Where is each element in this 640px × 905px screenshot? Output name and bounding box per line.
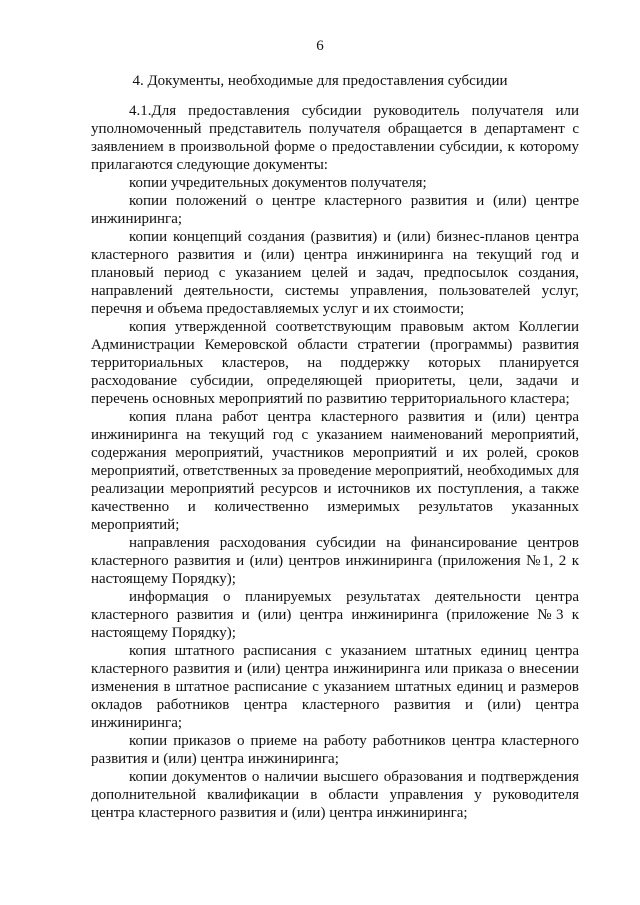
list-item-cluster-strategy: копия утвержденной соответствующим правовым актом Коллегии Администрации Кемеровской области стратегии (программы) развития территориальных кластеров, на поддержку которых планируется расходование субсидии, определяющей приоритеты, цели, задачи и перечень основных мероприятий по развитию территориального кластера; bbox=[91, 319, 579, 407]
list-item-founding-documents: копии учредительных документов получателя; bbox=[129, 175, 427, 191]
list-item-center-regulations: копии положений о центре кластерного развития и (или) центре инжиниринга; bbox=[91, 193, 579, 227]
list-item-education-documents: копии документов о наличии высшего образования и подтверждения дополнительной квалификации в области управления у руководителя центра кластерного развития и (или) центра инжиниринга; bbox=[91, 769, 579, 821]
document-body bbox=[91, 102, 579, 822]
list-item-planned-results: информация о планируемых результатах деятельности центра кластерного развития и (или) центра инжиниринга (приложение №3 к настоящему Порядку); bbox=[91, 589, 579, 641]
list-item-subsidy-directions: направления расходования субсидии на финансирование центров кластерного развития и (или) центров инжиниринга (приложения №1, 2 к настоящему Порядку); bbox=[91, 535, 579, 587]
list-item-work-plan: копия плана работ центра кластерного развития и (или) центра инжиниринга на текущий год с указанием наименований мероприятий, содержания мероприятий, участников мероприятий и их ролей, сроков мероприятий, ответственных за проведение мероприятий, необходимых для реализации мероприятий ресурсов и источников их поступления, а также качественно и количественно измеримых результатов указанных мероприятий; bbox=[91, 409, 579, 533]
list-item-concepts-business-plans: копии концепций создания (развития) и (или) бизнес-планов центра кластерного развития и (или) центра инжиниринга на текущий год и плановый период с указанием целей и задач, предпосылок создания, направлений деятельности, системы управления, пользователей услуг, перечня и объема предоставляемых услуг и их стоимости; bbox=[91, 229, 579, 317]
list-item-staff-schedule: копия штатного расписания с указанием штатных единиц центра кластерного развития и (или) центра инжиниринга или приказа о внесении изменения в штатное расписание с указанием штатных единиц и размеров окладов работников центра кластерного развития и (или) центра инжиниринга; bbox=[91, 643, 579, 731]
section-heading: 4. Документы, необходимые для предоставления субсидии bbox=[132, 73, 508, 89]
list-item-hiring-orders: копии приказов о приеме на работу работников центра кластерного развития и (или) центра инжиниринга; bbox=[91, 733, 579, 767]
page-number: 6 bbox=[316, 38, 324, 54]
paragraph-intro: 4.1.Для предоставления субсидии руководитель получателя или уполномоченный представитель получателя обращается в департамент с заявлением в произвольной форме о предоставлении субсидии, к которому прилагаются следующие документы: bbox=[91, 103, 579, 173]
